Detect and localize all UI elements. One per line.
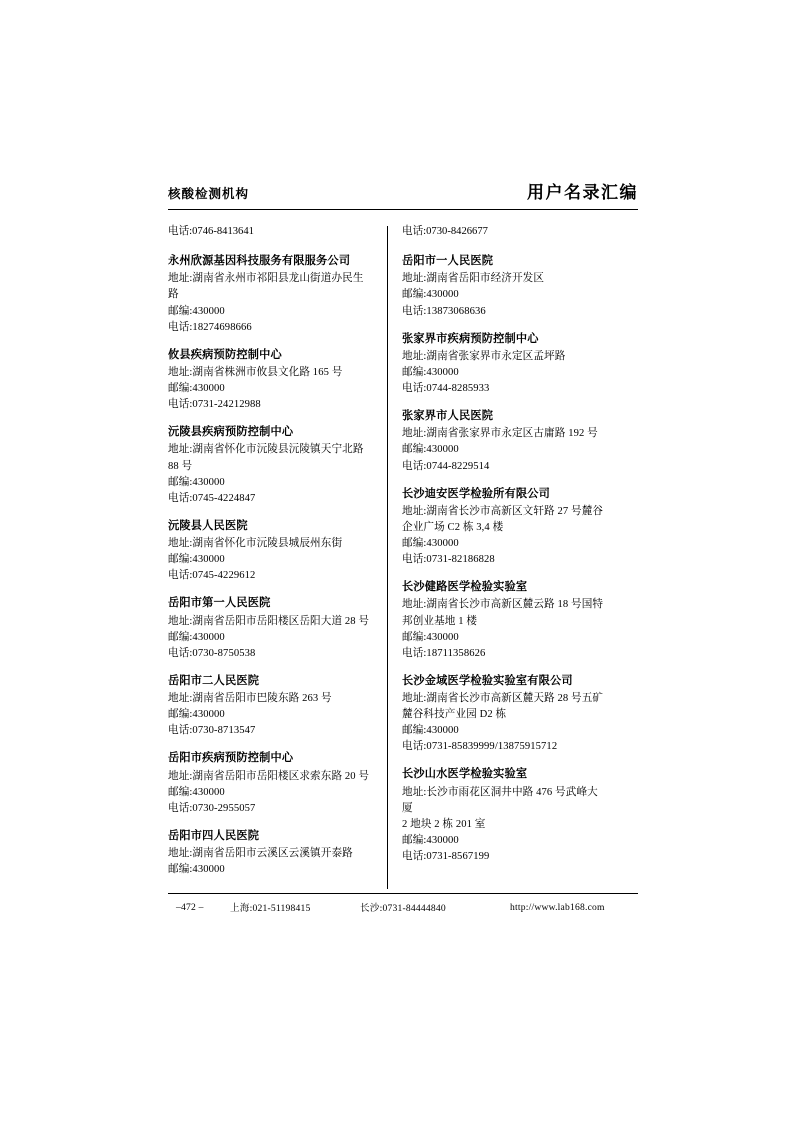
organization-name: 长沙金域医学检验实验室有限公司	[402, 673, 573, 687]
address-line: 地址:湖南省岳阳市岳阳楼区岳阳大道 28 号	[168, 615, 370, 627]
page-content	[168, 178, 638, 914]
postcode-line: 邮编:430000	[168, 864, 225, 876]
organization-name: 攸县疾病预防控制中心	[168, 347, 282, 361]
organization-name: 长沙健路医学检验实验室	[402, 580, 528, 594]
organization-name: 长沙山水医学检验实验室	[402, 767, 528, 781]
directory-entry	[168, 828, 373, 878]
address-line: 地址:湖南省长沙市高新区文轩路 27 号麓谷	[402, 505, 604, 517]
phone-line: 电话:0730-8750538	[168, 647, 256, 659]
phone-line: 电话:0745-4224847	[168, 492, 256, 504]
postcode-line: 邮编:430000	[402, 631, 459, 643]
directory-entry	[168, 595, 373, 662]
address-line: 地址:湖南省岳阳市巴陵东路 263 号	[168, 693, 332, 705]
directory-entry	[402, 331, 607, 398]
header-left-title: 核酸检测机构	[168, 186, 250, 201]
address-line: 地址:湖南省长沙市高新区麓天路 28 号五矿	[402, 693, 604, 705]
page-footer	[168, 894, 638, 914]
directory-entry	[402, 673, 607, 756]
address-line: 地址:湖南省岳阳市岳阳楼区求索东路 20 号	[168, 770, 370, 782]
directory-entry	[168, 518, 373, 585]
address-line: 地址:湖南省怀化市沅陵县沅陵镇天宁北路 88 号	[168, 444, 364, 472]
postcode-line: 邮编:430000	[168, 709, 225, 721]
directory-entry	[168, 673, 373, 740]
organization-name: 张家界市人民医院	[402, 409, 494, 423]
postcode-line: 邮编:430000	[168, 631, 225, 643]
address-line: 地址:湖南省怀化市沅陵县城辰州东街	[168, 538, 343, 550]
organization-name: 张家界市疾病预防控制中心	[402, 331, 539, 345]
address-line: 地址:湖南省张家界市永定区古庸路 192 号	[402, 428, 598, 440]
footer-contact-shanghai: 上海:021-51198415	[230, 903, 311, 915]
continued-phone-line: 电话:0730-8426677	[402, 226, 488, 237]
address-line-continued: 麓谷科技产业园 D2 栋	[402, 709, 507, 721]
phone-line: 电话:18711358626	[402, 647, 486, 659]
postcode-line: 邮编:430000	[402, 834, 459, 846]
organization-name: 沅陵县疾病预防控制中心	[168, 425, 294, 439]
postcode-line: 邮编:430000	[168, 786, 225, 798]
phone-line: 电话:0731-24212988	[168, 399, 261, 411]
organization-name: 岳阳市第一人民医院	[168, 596, 271, 610]
directory-entry	[402, 253, 607, 320]
phone-line: 电话:0744-8285933	[402, 383, 490, 395]
organization-name: 长沙迪安医学检验所有限公司	[402, 486, 551, 500]
postcode-line: 邮编:430000	[168, 476, 225, 488]
postcode-line: 邮编:430000	[402, 725, 459, 737]
phone-line: 电话:0744-8229514	[402, 460, 490, 472]
phone-line: 电话:0730-2955057	[168, 802, 256, 814]
address-line-continued: 企业广场 C2 栋 3,4 楼	[402, 521, 504, 533]
postcode-line: 邮编:430000	[168, 554, 225, 566]
postcode-line: 邮编:430000	[402, 289, 459, 301]
directory-entry	[168, 347, 373, 414]
address-line: 地址:湖南省永州市祁阳县龙山街道办民生路	[168, 273, 364, 301]
organization-name: 岳阳市一人民医院	[402, 254, 494, 268]
phone-line: 电话:18274698666	[168, 321, 252, 333]
phone-line: 电话:0730-8713547	[168, 725, 256, 737]
directory-entry	[402, 486, 607, 569]
address-line: 地址:湖南省株洲市攸县文化路 165 号	[168, 366, 343, 378]
organization-name: 岳阳市疾病预防控制中心	[168, 751, 294, 765]
header-divider	[168, 209, 638, 210]
phone-line: 电话:0731-8567199	[402, 851, 490, 863]
directory-entry	[402, 408, 607, 475]
organization-name: 岳阳市二人民医院	[168, 673, 260, 687]
postcode-line: 邮编:430000	[168, 305, 225, 317]
directory-entry	[402, 766, 607, 865]
organization-name: 岳阳市四人民医院	[168, 828, 260, 842]
page-header	[168, 178, 638, 207]
postcode-line: 邮编:430000	[402, 366, 459, 378]
address-line: 地址:湖南省岳阳市云溪区云溪镇开泰路	[168, 848, 353, 860]
page-number: –472 –	[176, 901, 204, 913]
address-line: 地址:湖南省岳阳市经济开发区	[402, 273, 545, 285]
address-line: 地址:湖南省长沙市高新区麓云路 18 号国特	[402, 599, 604, 611]
organization-name: 沅陵县人民医院	[168, 518, 248, 532]
two-column-body	[168, 224, 638, 889]
phone-line: 电话:0731-82186828	[402, 554, 495, 566]
address-line: 地址:湖南省张家界市永定区孟坪路	[402, 350, 566, 362]
phone-line: 电话:0745-4229612	[168, 570, 256, 582]
address-line-continued: 2 地块 2 栋 201 室	[402, 818, 486, 830]
directory-entry	[168, 253, 373, 336]
directory-entry	[168, 424, 373, 507]
phone-line: 电话:13873068636	[402, 305, 486, 317]
header-right-title: 用户名录汇编	[527, 183, 638, 203]
continued-phone-line: 电话:0746-8413641	[168, 226, 254, 237]
phone-line: 电话:0731-85839999/13875915712	[402, 741, 558, 753]
postcode-line: 邮编:430000	[168, 383, 225, 395]
right-column	[388, 224, 607, 889]
postcode-line: 邮编:430000	[402, 444, 459, 456]
address-line: 地址:长沙市雨花区洞井中路 476 号武峰大厦	[402, 786, 598, 814]
footer-contact-changsha: 长沙:0731-84444840	[360, 903, 446, 915]
directory-entry	[168, 750, 373, 817]
organization-name: 永州欣源基因科技服务有限服务公司	[168, 254, 351, 268]
address-line-continued: 邦创业基地 1 楼	[402, 615, 478, 627]
footer-website: http://www.lab168.com	[510, 901, 605, 913]
postcode-line: 邮编:430000	[402, 538, 459, 550]
directory-entry	[402, 579, 607, 662]
left-column	[168, 224, 387, 889]
